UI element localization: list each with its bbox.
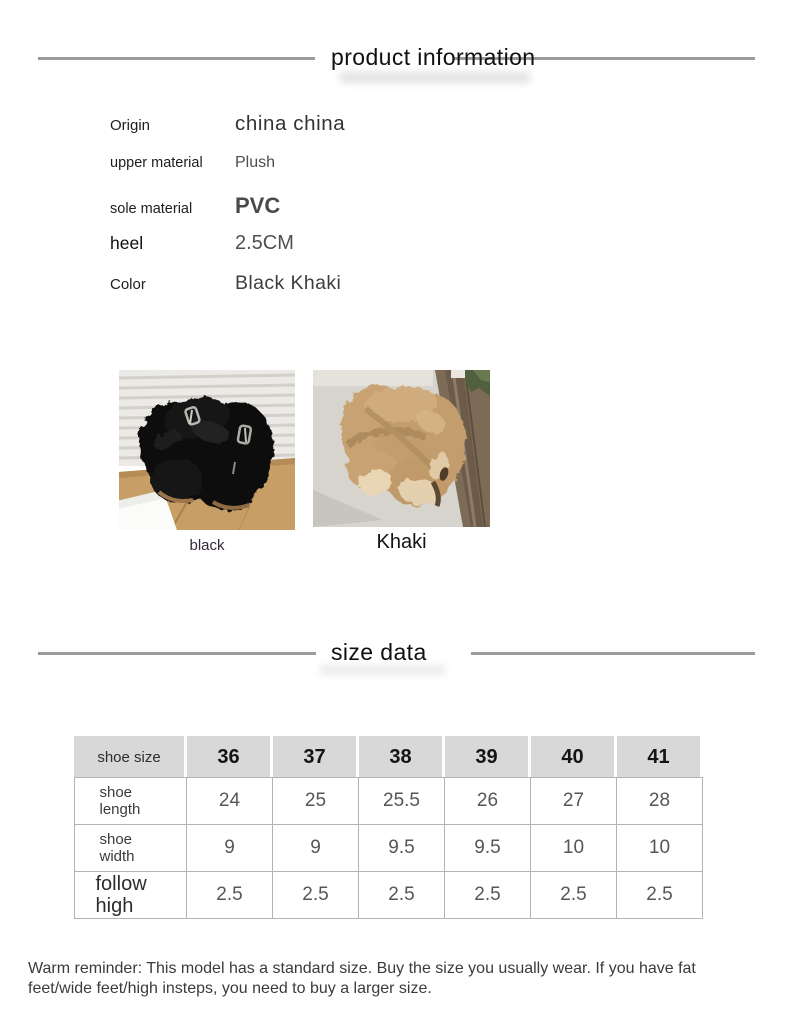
row-label: shoe length bbox=[99, 783, 141, 818]
attribute-row-color bbox=[110, 272, 341, 295]
attribute-row-sole-material bbox=[110, 193, 280, 219]
row-label: shoe width bbox=[99, 830, 135, 865]
value-cell: 2.5 bbox=[186, 871, 273, 919]
warm-reminder-text: Warm reminder: This model has a standard size. Buy the size you usually wear. If you have fat feet/wide feet/high insteps, you need to buy a larger size. bbox=[28, 960, 696, 997]
header-cell-shoe-size: shoe size bbox=[74, 736, 184, 778]
header-cell-size: 36 bbox=[187, 736, 270, 778]
product-photo-khaki-slippers bbox=[313, 370, 490, 527]
size-table bbox=[74, 736, 704, 919]
attribute-row-heel bbox=[110, 232, 294, 255]
attribute-label: sole material bbox=[110, 201, 193, 217]
value-cell: 24 bbox=[186, 777, 273, 825]
black-slippers-illustration bbox=[119, 370, 295, 530]
value-cell: 25 bbox=[272, 777, 359, 825]
size-table-header-row bbox=[74, 736, 704, 778]
attribute-label: upper material bbox=[110, 155, 203, 171]
value-cell: 2.5 bbox=[444, 871, 531, 919]
variant-label-khaki: Khaki bbox=[376, 531, 427, 553]
header-cell-size: 39 bbox=[445, 736, 528, 778]
header-cell-size: 41 bbox=[617, 736, 700, 778]
attribute-label: heel bbox=[110, 233, 144, 253]
size-table-row-shoe-width bbox=[74, 824, 704, 872]
ghost-text-artifact bbox=[320, 665, 445, 675]
header-cell-size: 37 bbox=[273, 736, 356, 778]
value-cell: 2.5 bbox=[616, 871, 703, 919]
attribute-value: china china bbox=[235, 112, 346, 135]
variant-label-black: black bbox=[189, 537, 225, 554]
attribute-value: Plush bbox=[235, 154, 276, 171]
value-cell: 9 bbox=[272, 824, 359, 872]
size-table-row-shoe-length bbox=[74, 777, 704, 825]
row-label-cell bbox=[74, 871, 187, 919]
value-cell: 2.5 bbox=[272, 871, 359, 919]
size-table-row-follow-high bbox=[74, 871, 704, 919]
size-data-title: size data bbox=[331, 639, 427, 665]
attribute-row-origin bbox=[110, 112, 345, 136]
value-cell: 9.5 bbox=[358, 824, 445, 872]
value-cell: 10 bbox=[530, 824, 617, 872]
khaki-slippers-illustration bbox=[313, 370, 490, 527]
row-label-cell bbox=[74, 824, 187, 872]
value-cell: 25.5 bbox=[358, 777, 445, 825]
value-cell: 2.5 bbox=[358, 871, 445, 919]
value-cell: 27 bbox=[530, 777, 617, 825]
header-cell-size: 38 bbox=[359, 736, 442, 778]
attribute-label: Color bbox=[110, 276, 146, 293]
product-photo-black-slippers bbox=[119, 370, 295, 530]
value-cell: 2.5 bbox=[530, 871, 617, 919]
value-cell: 9.5 bbox=[444, 824, 531, 872]
attribute-value: Black Khaki bbox=[235, 272, 342, 294]
value-cell: 26 bbox=[444, 777, 531, 825]
value-cell: 28 bbox=[616, 777, 703, 825]
attribute-row-upper-material bbox=[110, 154, 275, 172]
header-cell-size: 40 bbox=[531, 736, 614, 778]
ghost-text-artifact bbox=[340, 72, 530, 83]
value-cell: 9 bbox=[186, 824, 273, 872]
value-cell: 10 bbox=[616, 824, 703, 872]
row-label-cell bbox=[74, 777, 187, 825]
row-label: follow high bbox=[95, 873, 147, 917]
attribute-value: PVC bbox=[235, 193, 281, 218]
attribute-value: 2.5CM bbox=[235, 232, 294, 254]
attribute-label: Origin bbox=[110, 117, 151, 134]
product-info-title: product information bbox=[331, 44, 536, 70]
